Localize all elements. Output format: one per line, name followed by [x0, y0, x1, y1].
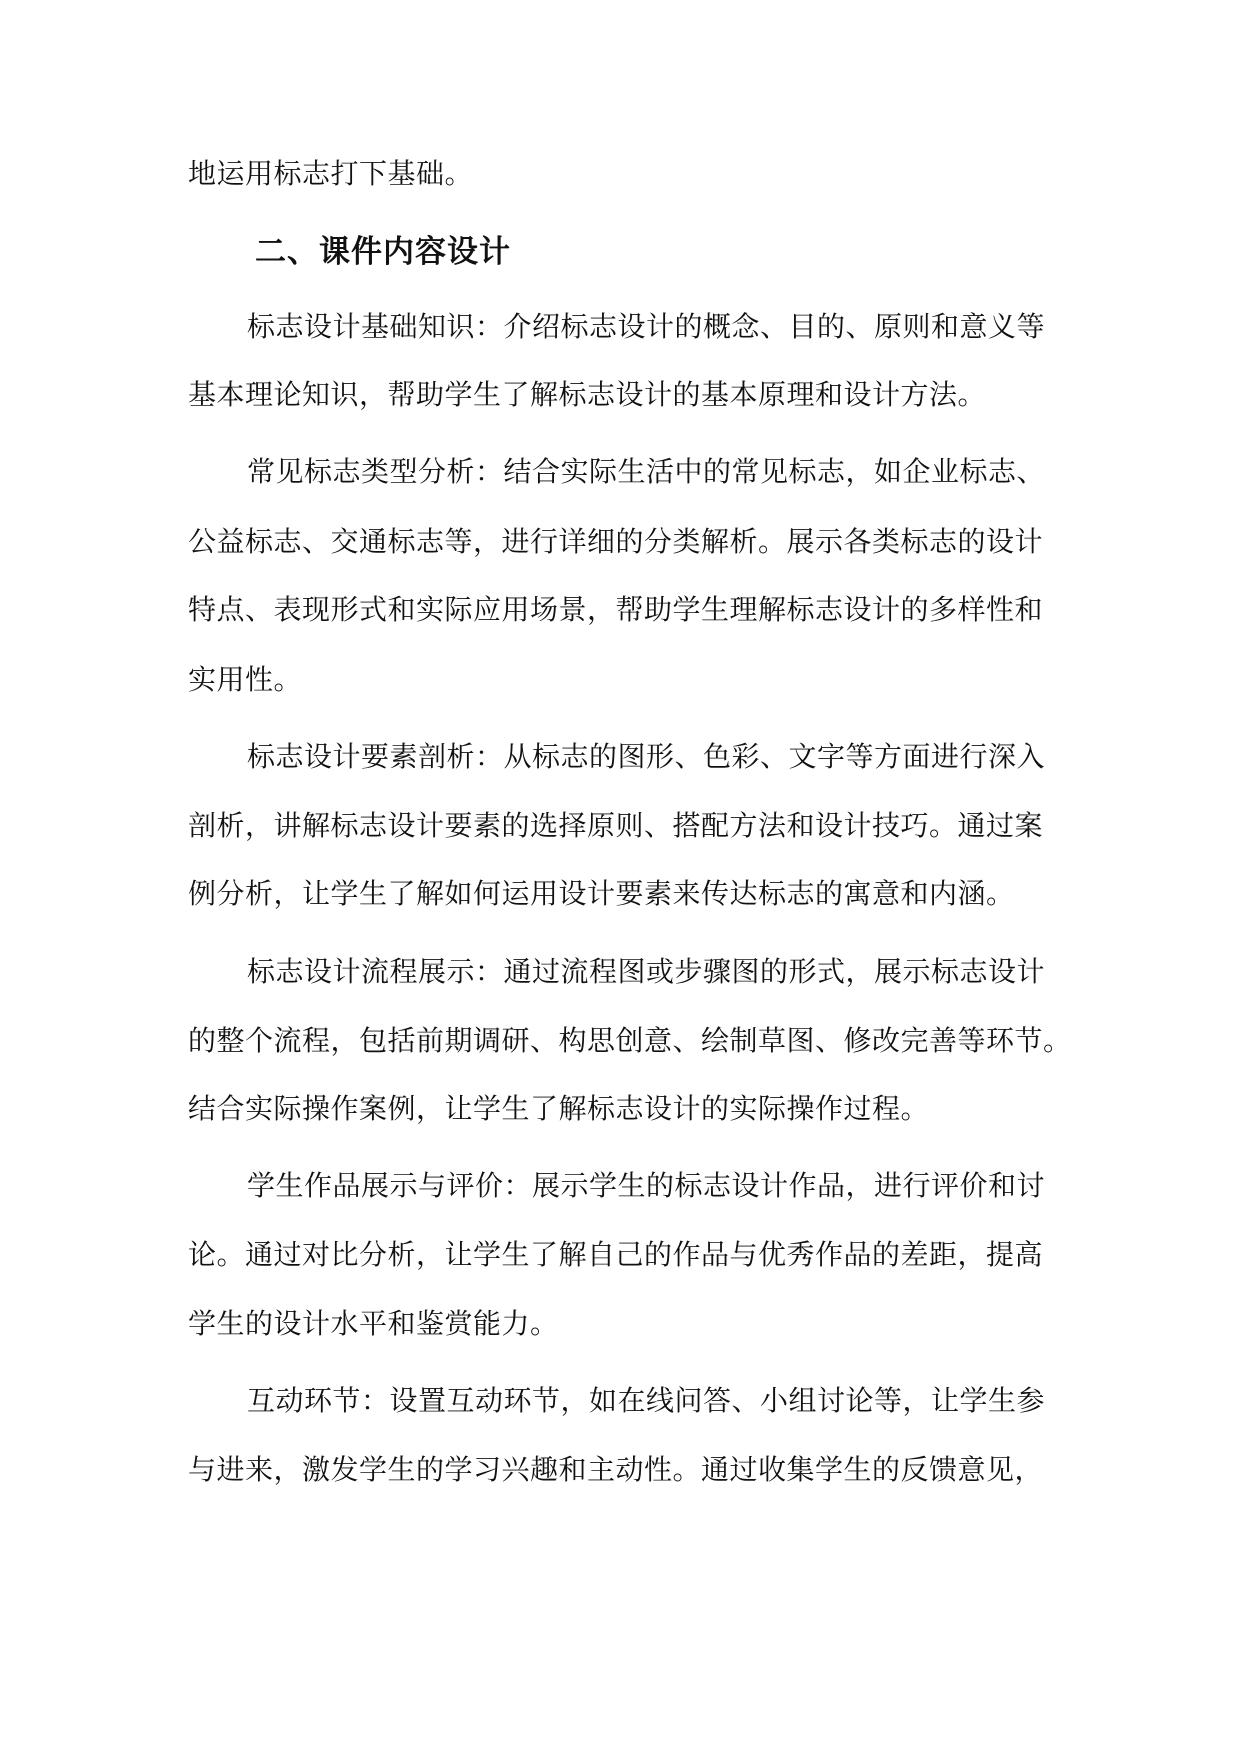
paragraph-line: 与进来，激发学生的学习兴趣和主动性。通过收集学生的反馈意见，	[188, 1453, 1044, 1486]
paragraph-line: 标志设计要素剖析：从标志的图形、色彩、文字等方面进行深入	[247, 740, 1046, 773]
paragraph-line: 特点、表现形式和实际应用场景，帮助学生理解标志设计的多样性和	[188, 593, 1044, 626]
paragraph-line: 实用性。	[188, 663, 303, 696]
paragraph-line: 基本理论知识，帮助学生了解标志设计的基本原理和设计方法。	[188, 378, 987, 411]
paragraph-line: 剖析，讲解标志设计要素的选择原则、搭配方法和设计技巧。通过案	[188, 809, 1044, 842]
paragraph-line: 例分析，让学生了解如何运用设计要素来传达标志的寓意和内涵。	[188, 877, 1015, 910]
paragraph-line: 学生作品展示与评价：展示学生的标志设计作品，进行评价和讨	[247, 1169, 1046, 1202]
paragraph-line: 标志设计流程展示：通过流程图或步骤图的形式，展示标志设计	[247, 955, 1046, 988]
section-heading: 二、课件内容设计	[255, 234, 511, 270]
paragraph-line: 学生的设计水平和鉴赏能力。	[188, 1307, 559, 1340]
paragraph-line: 常见标志类型分析：结合实际生活中的常见标志，如企业标志、	[247, 455, 1046, 488]
paragraph-line: 公益标志、交通标志等，进行详细的分类解析。展示各类标志的设计	[188, 525, 1044, 558]
paragraph-line: 结合实际操作案例，让学生了解标志设计的实际操作过程。	[188, 1092, 930, 1125]
paragraph-line: 标志设计基础知识：介绍标志设计的概念、目的、原则和意义等	[247, 310, 1046, 343]
continuation-line: 地运用标志打下基础。	[188, 157, 474, 190]
paragraph-line: 论。通过对比分析，让学生了解自己的作品与优秀作品的差距，提高	[188, 1238, 1044, 1271]
paragraph-line: 的整个流程，包括前期调研、构思创意、绘制草图、修改完善等环节。	[188, 1024, 1072, 1057]
paragraph-line: 互动环节：设置互动环节，如在线问答、小组讨论等，让学生参	[247, 1384, 1046, 1417]
